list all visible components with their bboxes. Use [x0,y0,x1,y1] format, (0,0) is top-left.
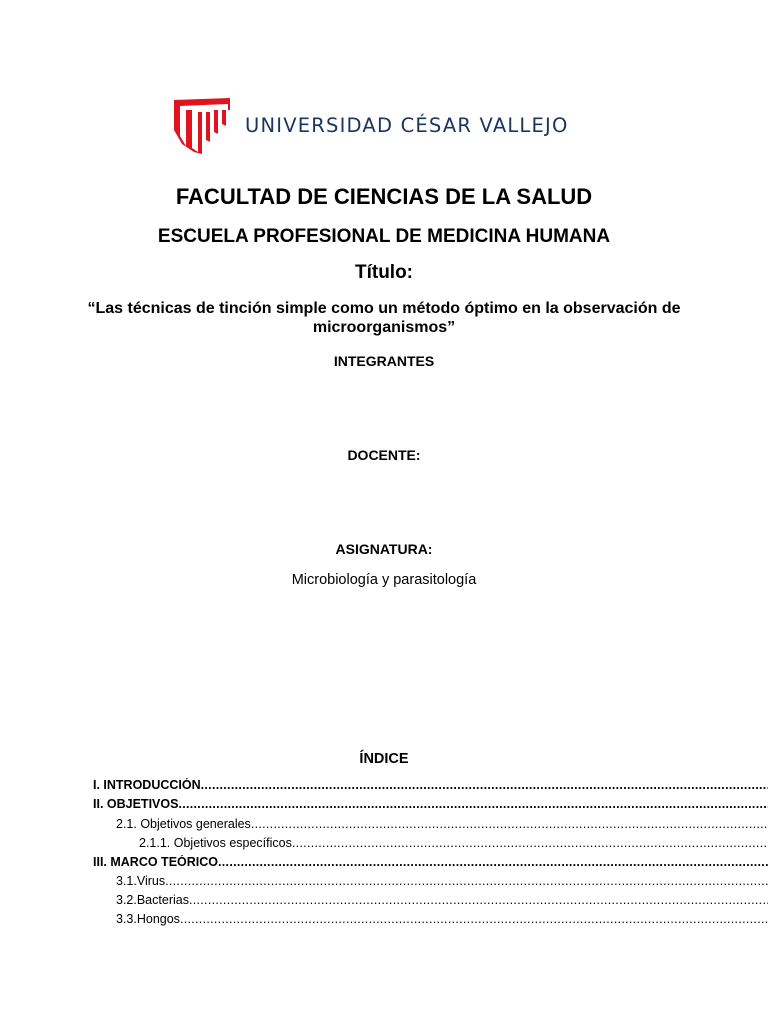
toc-leader-dots [201,778,768,792]
toc-leader-dots [189,893,768,907]
toc-entry-label: III. MARCO TEÓRICO [93,855,218,869]
members-label: INTEGRANTES [333,353,435,369]
university-shield-icon [172,96,236,156]
toc-leader-dots [218,855,768,869]
school-heading: ESCUELA PROFESIONAL DE MEDICINA HUMANA [157,226,611,247]
toc-entry-label: 3.1.Virus [116,874,166,888]
toc-entry-virus[interactable] [116,874,768,892]
toc-entry-label: 2.1. Objetivos generales [116,817,251,831]
toc-entry-label: I. INTRODUCCIÓN [93,778,201,792]
subject-label: ASIGNATURA: [335,541,433,557]
document-title: “Las técnicas de tinción simple como un método óptimo en la observación de microorganismos” [87,300,681,336]
toc-entry-label: II. OBJETIVOS [93,797,179,811]
toc-entry-objetivos[interactable] [93,797,768,815]
toc-leader-dots [165,874,768,888]
faculty-heading: FACULTAD DE CIENCIAS DE LA SALUD [175,184,593,209]
toc-entry-introduccion[interactable] [93,778,768,796]
university-logo [172,96,602,156]
toc-entry-marco-teorico[interactable] [93,855,768,873]
toc-entry-hongos[interactable] [116,912,768,930]
toc-entry-label: 3.2.Bacterias [116,893,189,907]
toc-entry-label: 3.3.Hongos [116,912,180,926]
toc-leader-dots [251,817,768,831]
toc-entry-label: 2.1.1. Objetivos específicos [139,836,292,850]
toc-entry-objetivos-especificos[interactable] [139,836,768,854]
index-title: ÍNDICE [359,751,409,767]
toc-leader-dots [180,912,768,926]
teacher-label: DOCENTE: [347,447,421,463]
toc-leader-dots [178,797,768,811]
subject-value: Microbiología y parasitología [291,572,477,588]
toc-entry-bacterias[interactable] [116,893,768,911]
toc-leader-dots [292,836,768,850]
university-name: UNIVERSIDAD CÉSAR VALLEJO [245,114,569,137]
toc-entry-objetivos-generales[interactable] [116,817,768,835]
title-label: Título: [354,262,414,283]
